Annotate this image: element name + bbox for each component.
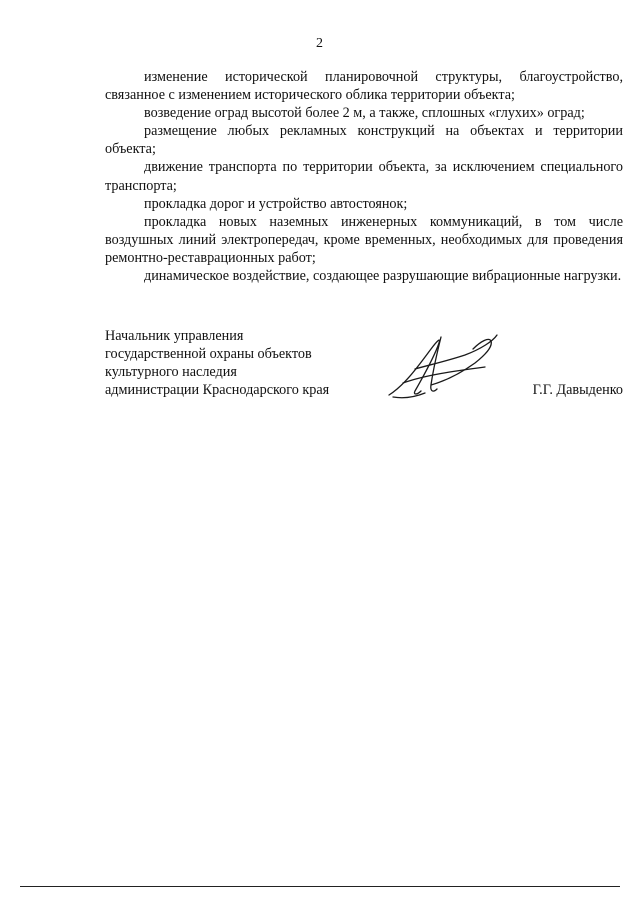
handwritten-signature [385, 325, 515, 405]
restriction-item: изменение исторической планировочной структуры, благоустройство, связанное с изменением исторического облика территории объекта; [105, 69, 623, 104]
footer-rule [20, 886, 620, 887]
position-line: культурного наследия [105, 364, 237, 381]
restriction-item: динамическое воздействие, создающее разрушающие вибрационные нагрузки. [144, 268, 622, 285]
restriction-item: прокладка новых наземных инженерных коммуникаций, в том числе воздушных линий электропередач, кроме временных, необходимых для проведения ремонтно-реставрационных работ; [105, 213, 623, 266]
position-line: администрации Краснодарского края [105, 382, 330, 399]
restriction-item: возведение оград высотой более 2 м, а также, сплошных «глухих» оград; [144, 105, 585, 122]
restrictions-list [105, 68, 623, 285]
signer-name: Г.Г. Давыденко [532, 382, 623, 398]
restriction-item: размещение любых рекламных конструкций на объектах и территории объекта; [105, 123, 623, 158]
signer-position [105, 327, 329, 399]
position-line: государственной охраны объектов [105, 346, 312, 363]
position-line: Начальник управления [105, 328, 244, 344]
restriction-item: прокладка дорог и устройство автостоянок; [144, 195, 408, 212]
signature-block [105, 327, 623, 417]
restriction-item: движение транспорта по территории объекта, за исключением специального транспорта; [105, 159, 623, 194]
page-number: 2 [316, 36, 323, 51]
